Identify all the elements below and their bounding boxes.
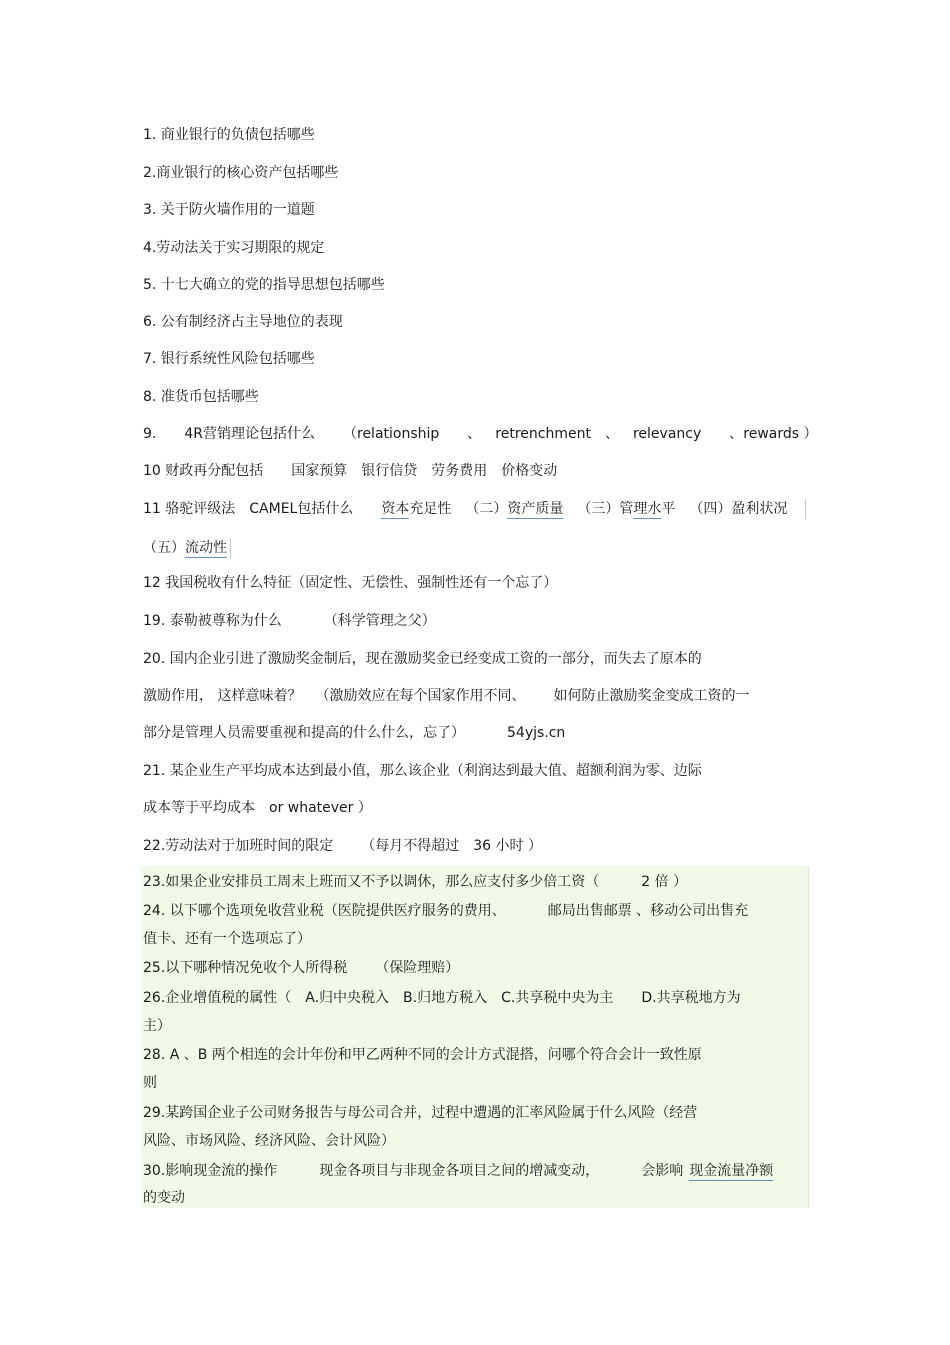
item-3-suffix: 平 — [661, 501, 676, 517]
question-19-text: 19. 泰勒被尊称为什么 — [143, 613, 282, 629]
capital-adequacy: 充足性 — [409, 501, 452, 517]
capital-underlined: 资本 — [381, 501, 410, 517]
question-20-part-d: 部分是管理人员需要重视和提高的什么什么，忘了） — [143, 725, 465, 741]
management-underlined: 理水 — [633, 501, 662, 517]
question-19-answer: （科学管理之父） — [323, 613, 436, 629]
question-30-line1 — [143, 1161, 773, 1181]
separator: 、 — [467, 426, 482, 442]
question-21-line1: 21. 某企业生产平均成本达到最小值，那么该企业（利润达到最大值、超额利润为零、边际 — [143, 763, 702, 779]
question-28-line1: 28. A 、B 两个相连的会计年份和甲乙两种不同的会计方式混搭，问哪个符合会计一致性原 — [143, 1047, 702, 1063]
item-3-prefix: （三）管 — [577, 501, 634, 517]
question-20-line3 — [143, 723, 565, 743]
question-20-line2 — [143, 686, 749, 706]
margin-marker — [230, 538, 231, 558]
question-21-part-a: 成本等于平均成本 — [143, 800, 255, 816]
question-26-text: 26.企业增值税的属性（ — [143, 990, 292, 1006]
question-29-line1: 29.某跨国企业子公司财务报告与母公司合并，过程中遭遇的汇率风险属于什么风险（经营 — [143, 1105, 698, 1121]
asset-quality-underlined: 资产质量 — [507, 501, 564, 517]
liquidity-underlined: 流动性 — [185, 540, 227, 556]
question-4: 4.劳动法关于实习期限的规定 — [143, 240, 325, 256]
question-23 — [143, 872, 687, 892]
question-12: 12 我国税收有什么特征（固定性、无偿性、强制性还有一个忘了） — [143, 575, 558, 591]
question-30-line2: 的变动 — [143, 1190, 185, 1206]
question-20-part-b: （激励效应在每个国家作用不同、 — [315, 688, 526, 704]
question-25-text: 25.以下哪种情况免收个人所得税 — [143, 960, 348, 976]
question-21-part-b: or whatever ） — [269, 800, 372, 816]
question-23-answer: 2 倍 ） — [641, 874, 688, 890]
option-d: D.共享税地方为 — [641, 990, 741, 1006]
question-22 — [143, 836, 542, 856]
question-6: 6. 公有制经济占主导地位的表现 — [143, 314, 343, 330]
question-9-text: 4R营销理论包括什么 — [184, 426, 315, 442]
question-21-line2 — [143, 798, 372, 818]
question-30-text: 30.影响现金流的操作 — [143, 1163, 278, 1179]
question-28-line2: 则 — [143, 1075, 157, 1091]
option-b: B.归地方税入 — [403, 990, 488, 1006]
question-30-part-c: 会影响 — [641, 1163, 684, 1179]
question-10-text: 10 财政再分配包括 — [143, 463, 264, 479]
item-2-prefix: （二） — [465, 501, 508, 517]
net-cash-flow-underlined: 现金流量净额 — [689, 1163, 774, 1179]
question-11-text: 11 骆驼评级法 — [143, 501, 236, 517]
answer-rewards: 、rewards ） — [729, 426, 818, 442]
answer-c: 劳务费用 — [431, 463, 488, 479]
question-25 — [143, 958, 459, 978]
question-2: 2.商业银行的核心资产包括哪些 — [143, 165, 339, 181]
question-22-text: 22.劳动法对于加班时间的限定 — [143, 838, 334, 854]
answer-relationship: （relationship — [343, 426, 440, 442]
question-7: 7. 银行系统性风险包括哪些 — [143, 351, 315, 367]
question-22-answer: （每月不得超过 — [361, 838, 460, 854]
question-5: 5. 十七大确立的党的指导思想包括哪些 — [143, 277, 385, 293]
question-23-text: 23.如果企业安排员工周末上班而又不予以调休，那么应支付多少倍工资（ — [143, 874, 600, 890]
question-3: 3. 关于防火墙作用的一道题 — [143, 202, 315, 218]
question-24-part-b: 邮局出售邮票 、移动公司出售充 — [547, 903, 749, 919]
answer-a: 国家预算 — [291, 463, 348, 479]
question-20-line1: 20. 国内企业引进了激励奖金制后，现在激励奖金已经变成工资的一部分，而失去了原本的 — [143, 651, 702, 667]
question-1: 1. 商业银行的负债包括哪些 — [143, 127, 315, 143]
option-a: A.归中央税入 — [305, 990, 390, 1006]
question-19 — [143, 611, 436, 631]
question-20-part-a: 激励作用， 这样意味着？ — [143, 688, 302, 704]
question-29-line2: 风险、市场风险、经济风险、会计风险） — [143, 1133, 395, 1149]
answer-d: 价格变动 — [501, 463, 558, 479]
question-11-cont — [143, 538, 227, 558]
question-30-part-b: 现金各项目与非现金各项目之间的增减变动， — [319, 1163, 600, 1179]
question-22-hours: 36 小时 ） — [473, 838, 542, 854]
question-9-number: 9. — [143, 426, 157, 442]
question-8: 8. 准货币包括哪些 — [143, 389, 259, 405]
question-24-line1 — [143, 901, 748, 921]
question-20-part-c: 如何防止激励奖金变成工资的一 — [553, 688, 750, 704]
option-c: C.共享税中央为主 — [501, 990, 614, 1006]
question-24-part-a: 24. 以下哪个选项免收营业税（医院提供医疗服务的费用、 — [143, 903, 506, 919]
camel-text: CAMEL包括什么 — [249, 501, 354, 517]
question-25-answer: （保险理赔） — [375, 960, 460, 976]
question-26-line2: 主） — [143, 1018, 171, 1034]
question-11 — [143, 499, 787, 519]
watermark-text: 54yjs.cn — [507, 725, 566, 741]
earnings: （四）盈利状况 — [689, 501, 788, 517]
question-9 — [143, 424, 818, 444]
separator: 、 — [604, 426, 619, 442]
margin-marker — [805, 499, 806, 519]
answer-retrenchment: retrenchment — [495, 426, 591, 442]
question-10 — [143, 461, 557, 481]
answer-b: 银行信贷 — [361, 463, 418, 479]
question-26-line1 — [143, 988, 741, 1008]
answer-relevancy: relevancy — [632, 426, 702, 442]
item-5-prefix: （五） — [143, 540, 185, 556]
question-24-line2: 值卡、还有一个选项忘了） — [143, 931, 311, 947]
